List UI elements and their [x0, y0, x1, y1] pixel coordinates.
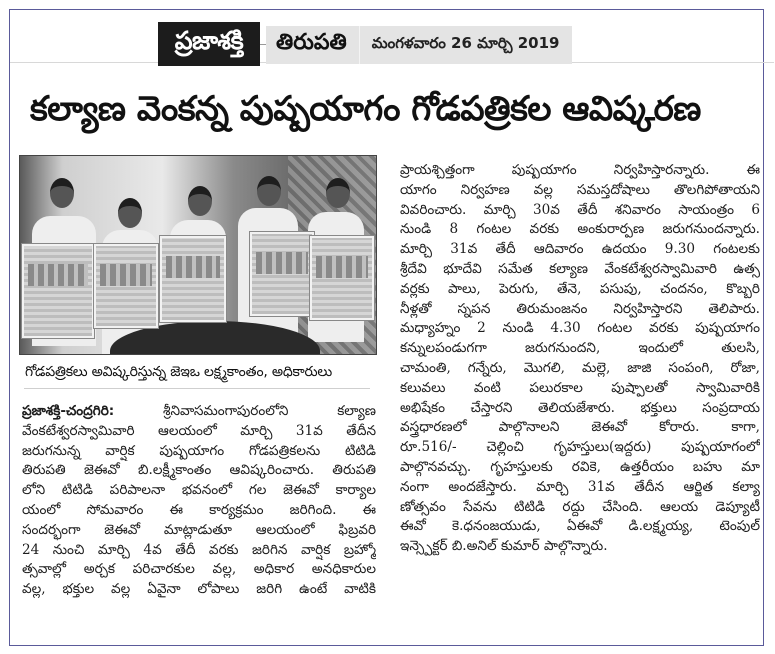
headline: కల్యాణ వెంకన్న పుష్పయాగం గోడపత్రికల ఆవిష్కరణ: [30, 89, 701, 129]
edition-date: మంగళవారం 26 మార్చి 2019: [371, 34, 560, 52]
photo-person-head: [326, 178, 350, 208]
wall-poster: [310, 236, 374, 320]
photo-person-head: [118, 198, 142, 228]
article-line: వివరించారు. మార్చి 30వ తేదీ శనివారం సాయంత్రం 6: [400, 201, 760, 218]
article-line: వల్ల, భక్తుల వల్ల ఏవైనా లోపాలు జరిగి ఉంటే వాటికి: [22, 581, 376, 598]
article-line: ప్రజాశక్తి-చంద్రగిరి: శ్రీనివాసమంగాపురంలోని కల్యాణ: [22, 403, 376, 419]
caption-rule: [24, 388, 370, 389]
dateline: ప్రజాశక్తి-చంద్రగిరి:: [22, 403, 115, 419]
article-line: యాగం నిర్వహణ వల్ల సమస్తదోషాలు తొలగిపోతాయని: [400, 181, 760, 198]
article-line: చామంతి, గన్నేరు, మొగలి, మల్లె, జాజి సంపంగి, రోజా,: [400, 359, 760, 376]
photo-caption: గోడపత్రికలు అవిష్కరిస్తున్న జెఇఒ లక్ష్మకాంతం, అధికారులు: [25, 364, 333, 380]
article-line: మధ్యాహ్నం 2 నుండి 4.30 గంటల వరకు పుష్పయాగం: [400, 320, 760, 337]
article-line: వేంకటేశ్వరస్వామివారి ఆలయంలో మార్చి 31వ తేదీన: [22, 422, 376, 439]
article-line: నీళ్లతో స్నపన తిరుమంజనం నిర్వహిస్తారని తెలిపారు.: [400, 300, 760, 317]
article-column-right: [400, 161, 760, 557]
article-line: కలువలు వంటి పలురకాల పుష్పాలతో స్వామివారికి: [400, 379, 760, 396]
article-line: ప్రాయశ్చిత్తంగా పుష్పయాగం నిర్వహిస్తారన్నారు. ఈ: [400, 162, 760, 178]
article-line: రూ.516/- చెల్లించి గృహస్తులు(ఇద్దరు) పుష్పయాగంలో: [400, 439, 760, 456]
article-column-left: [22, 402, 376, 600]
wall-poster: [22, 244, 94, 338]
article-line: లోని టిటిడి పరిపాలనా భవనంలో గల జెఈవో కార్యాల: [22, 482, 376, 499]
article-line: కన్నులపండుగగా జరుగనుందని, ఇందులో తులసి,: [400, 340, 760, 357]
article-line: మార్చి 31వ తేదీ ఆదివారం ఉదయం 9.30 గంటలకు: [400, 241, 760, 258]
article-line: సందర్భంగా జెఈవో మాట్లాడుతూ ఆలయంలో ఫిబ్రవరి: [22, 521, 376, 538]
photo-person-head: [50, 178, 74, 208]
photo-person-head: [188, 186, 212, 216]
article-line: ఈవో కె.ధనంజయుడు, ఏఈవో డి.లక్ష్మయ్య, టెంపుల్: [400, 518, 760, 535]
edition-city: తిరుపతి: [266, 26, 360, 64]
article-line: తిరుపతి జెఈవో బి.లక్ష్మీకాంతం ఆవిష్కరించారు. తిరుపతి: [22, 462, 376, 479]
article-line: త్సవాల్లో అర్చక పరిచారకుల వల్ల, అధికార అనధికారుల: [22, 561, 376, 578]
article-line: శ్రీదేవి భూదేవి సమేత కల్యాణ వేంకటేశ్వరస్వామివారి ఉత్స: [400, 260, 760, 277]
article-line: ణోత్సవం సేవను టిటిడి రద్దు చేసింది. ఆలయ డెప్యూటీ: [400, 498, 760, 515]
wall-poster: [250, 232, 314, 316]
article-line: నంగా అందజేస్తారు. మార్చి 31వ తేదీన ఆర్జిత కల్యా: [400, 478, 760, 495]
article-line: యంలో సోమవారం ఈ కార్యక్రమం జరిగింది. ఈ: [22, 501, 376, 518]
wall-poster: [160, 236, 226, 322]
newspaper-logo: ప్రజాశక్తి: [158, 22, 260, 66]
masthead: [158, 22, 572, 66]
article-line: అభిషేకం చేస్తారని తెలియజేశారు. భక్తులు సంప్రదాయ: [400, 399, 760, 416]
article-line: జరుగనున్న వార్షిక పుష్పయాగం గోడపత్రికలను టిటిడి: [22, 442, 376, 459]
article-line: నుండి 8 గంటల వరకు అంకురార్పణ జరుగనుందన్నారు.: [400, 221, 760, 238]
article-line: వస్త్రధారణలో పాల్గొనాలని జెఈవో కోరారు. కాగా,: [400, 419, 760, 436]
photo-person-head: [257, 176, 281, 206]
article-line: వర్లకు పాలు, పెరుగు, తేనె, పసుపు, చందనం, కొబ్బరి: [400, 280, 760, 297]
article-line: ఇన్స్పెక్టర్ బి.అనిల్ కుమార్ పాల్గొన్నారు.: [400, 538, 608, 555]
edition-bar: [266, 26, 572, 64]
wall-poster: [94, 244, 158, 328]
news-photo: [19, 155, 377, 355]
article-line: పాల్గొనవచ్చు. గృహస్తులకు రవికె, ఉత్తరీయం బహు మా: [400, 458, 760, 475]
article-line: 24 నుంచి మార్చి 4వ తేదీ వరకు జరిగిన వార్షిక బ్రహ్మో: [22, 541, 376, 558]
